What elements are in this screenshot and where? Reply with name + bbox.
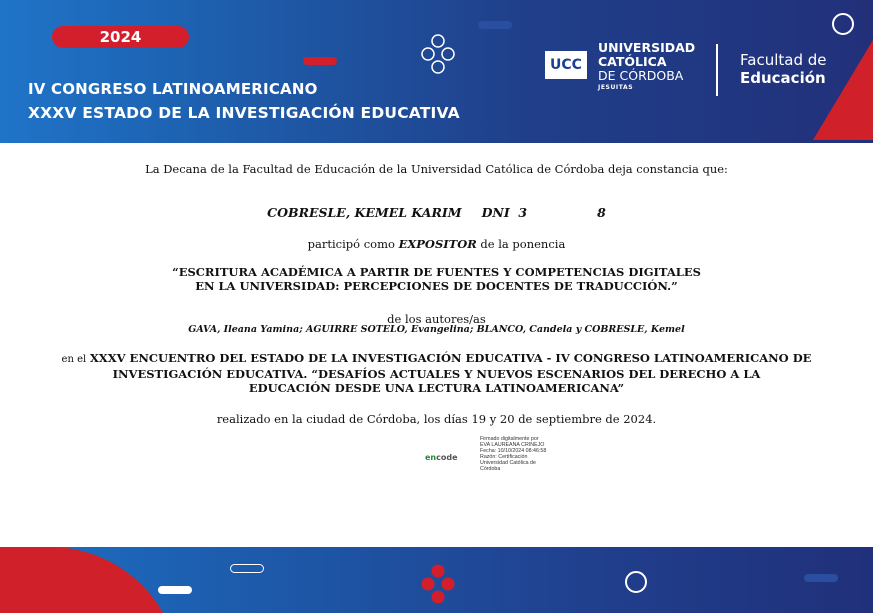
event-line-1: XXXV ENCUENTRO DEL ESTADO DE LA INVESTIGACIÓN EDUCATIVA - IV CONGRESO LATINOAMERICANO DE <box>89 351 812 365</box>
decorative-red-bar <box>303 57 337 65</box>
recipient-line <box>0 205 873 220</box>
university-line-1: UNIVERSIDAD <box>598 40 696 55</box>
molecule-icon <box>416 32 460 76</box>
decorative-blue-pill <box>804 574 838 582</box>
place-date: realizado en la ciudad de Córdoba, los días 19 y 20 de septiembre de 2024. <box>216 412 657 426</box>
footer-red-shape <box>0 547 180 613</box>
authors-label: de los autores/as <box>387 312 486 326</box>
digital-signature: Firmado digitalmente por EVA LAUREANA CRINEJO Fecha: 10/10/2024 08:46:58 Razón: Certificación Universidad Católica de Córdoba <box>480 436 547 472</box>
university-line-2: CATÓLICA <box>598 54 667 69</box>
role-suffix: de la ponencia <box>480 237 566 251</box>
faculty-line-2: Educación <box>740 69 826 87</box>
faculty-line-1: Facultad de <box>740 51 827 69</box>
role-line <box>0 237 873 251</box>
encode-logo: encode <box>425 453 458 462</box>
footer-banner <box>0 547 873 613</box>
decorative-ring-icon <box>625 571 647 593</box>
ucc-logo: UCC <box>545 51 587 79</box>
decorative-blue-bar <box>478 21 512 29</box>
talk-title-line-1: “ESCRITURA ACADÉMICA A PARTIR DE FUENTES Y COMPETENCIAS DIGITALES <box>172 265 701 279</box>
congress-subtitle: XXXV ESTADO DE LA INVESTIGACIÓN EDUCATIVA <box>28 104 460 122</box>
header-banner <box>0 0 873 143</box>
event-line-2: INVESTIGACIÓN EDUCATIVA. “DESAFÍOS ACTUALES Y NUEVOS ESCENARIOS DEL DERECHO A LA <box>112 367 761 381</box>
talk-title-line-2: EN LA UNIVERSIDAD: PERCEPCIONES DE DOCENTES DE TRADUCCIÓN.” <box>195 279 678 293</box>
university-line-4: JESUITAS <box>598 84 634 91</box>
authors-list: GAVA, Ileana Yamina; AGUIRRE SOTELO, Evangelina; BLANCO, Candela y COBRESLE, Kemel <box>188 324 685 335</box>
role-prefix: participó como <box>307 237 395 251</box>
university-line-3: DE CÓRDOBA <box>598 68 684 83</box>
faculty-name <box>740 52 826 87</box>
intro-text: La Decana de la Facultad de Educación de la Universidad Católica de Córdoba deja constancia que: <box>145 162 728 176</box>
dni-label: DNI <box>481 205 510 220</box>
decorative-outline-pill <box>230 564 264 573</box>
dni-start: 3 <box>518 205 528 220</box>
year-badge: 2024 <box>52 26 189 48</box>
event-description <box>0 351 873 395</box>
dni-end: 8 <box>597 205 606 220</box>
congress-title: IV CONGRESO LATINOAMERICANO <box>28 80 318 98</box>
logo-divider <box>716 44 718 96</box>
talk-title <box>0 265 873 293</box>
event-line-3: EDUCACIÓN DESDE UNA LECTURA LATINOAMERICANA” <box>248 381 625 395</box>
role-value: EXPOSITOR <box>398 237 477 251</box>
decorative-white-pill <box>158 586 192 594</box>
decorative-ring-icon <box>832 13 854 35</box>
molecule-red-icon <box>416 562 460 606</box>
recipient-name: COBRESLE, KEMEL KARIM <box>267 205 462 220</box>
event-lead: en el <box>61 354 87 365</box>
university-name <box>598 41 695 92</box>
